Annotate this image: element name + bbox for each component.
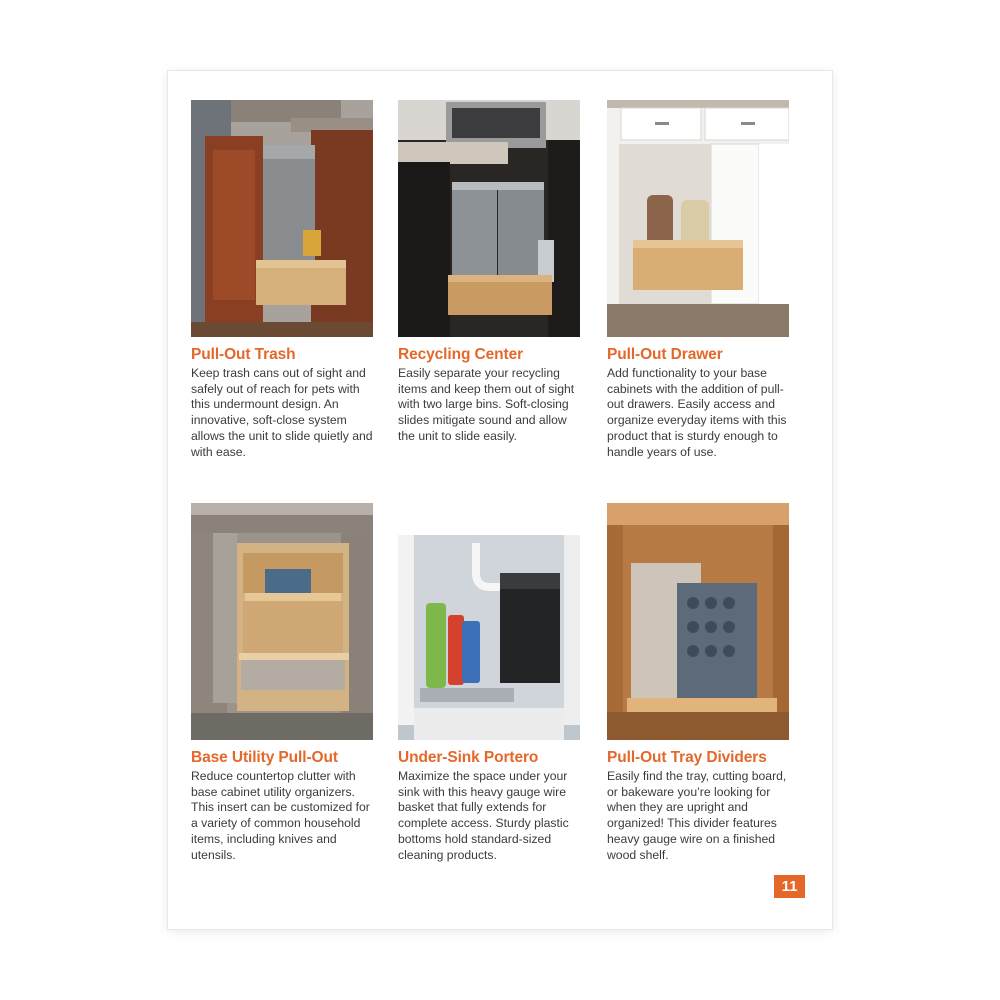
under-sink-portero-photo [398, 503, 580, 740]
product-card-recycling-center [398, 100, 580, 445]
catalog-page [168, 71, 832, 929]
product-title: Recycling Center [398, 346, 524, 363]
product-card-base-utility-pull-out [191, 503, 373, 863]
product-title: Base Utility Pull-Out [191, 749, 338, 766]
product-card-pull-out-drawer [607, 100, 789, 460]
product-description: Easily separate your recycling items and keep them out of sight with two large bins. Soft-closing slides mitigate sound and allow the unit to slide easily. [398, 366, 575, 443]
product-title: Under-Sink Portero [398, 749, 539, 766]
page-number-badge: 11 [774, 875, 805, 898]
product-card-under-sink-portero [398, 503, 580, 863]
pull-out-tray-dividers-photo [607, 503, 789, 740]
product-title: Pull-Out Drawer [607, 346, 723, 363]
product-title: Pull-Out Tray Dividers [607, 749, 767, 766]
product-description: Maximize the space under your sink with this heavy gauge wire basket that fully extends for complete access. Sturdy plastic bottoms hold standard-sized cleaning products. [398, 769, 569, 862]
product-description: Reduce countertop clutter with base cabinet utility organizers. This insert can be customized for a variety of common household items, including knives and utensils. [191, 769, 370, 862]
recycling-center-photo [398, 100, 580, 337]
base-utility-pull-out-photo [191, 503, 373, 740]
product-card-pull-out-tray-dividers [607, 503, 789, 863]
product-description: Keep trash cans out of sight and safely out of reach for pets with this undermount design. An innovative, soft-close system allows the unit to slide quietly and with ease. [191, 366, 373, 459]
pull-out-trash-photo [191, 100, 373, 337]
product-title: Pull-Out Trash [191, 346, 296, 363]
product-description: Add functionality to your base cabinets with the addition of pull-out drawers. Easily access and organize everyday items with this product that is sturdy enough to handle years of use. [607, 366, 787, 459]
pull-out-drawer-photo [607, 100, 789, 337]
product-description: Easily find the tray, cutting board, or bakeware you’re looking for when they are upright and organized! This divider features heavy gauge wire on a finished wood shelf. [607, 769, 787, 862]
product-card-pull-out-trash [191, 100, 373, 460]
